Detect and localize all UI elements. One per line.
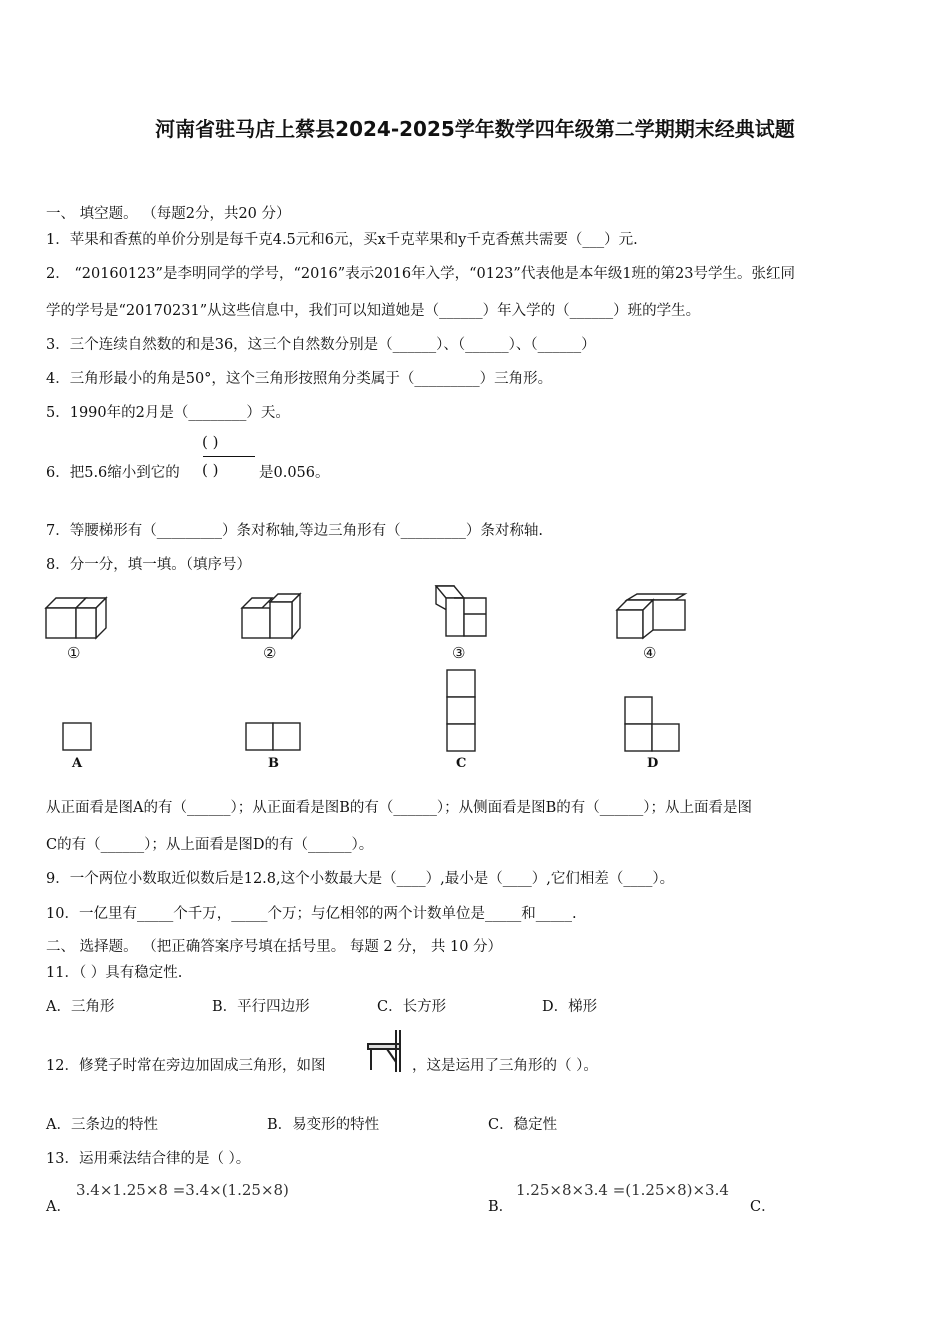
question-8-answer-line-1: 从正面看是图A的有（______）；从正面看是图B的有（______）；从侧面看是图B的有（______）；从上面看是图 [46, 800, 753, 816]
q11-option-d: D．梯形 [542, 999, 598, 1015]
q13-option-a-label: A． [46, 1199, 71, 1215]
cube-figure-4 [615, 592, 691, 644]
question-1: 1．苹果和香蕉的单价分别是每千克4.5元和6元，买x千克苹果和y千克香蕉共需要（___）元. [46, 232, 638, 248]
question-8: 8．分一分，填一填。（填序号） [46, 557, 251, 573]
cube-label-4: ④ [643, 644, 657, 662]
section-heading-multiple-choice: 二、 选择题。 （把正确答案序号填在括号里。 每题 2 分， 共 10 分） [46, 939, 503, 955]
question-12-prefix: 12．修凳子时常在旁边加固成三角形，如图 [46, 1058, 326, 1074]
view-figure-d [624, 696, 682, 753]
q12-option-b: B．易变形的特性 [267, 1117, 380, 1133]
question-10: 10．一亿里有_____个千万，_____个万；与亿相邻的两个计数单位是_____和_____. [46, 906, 577, 922]
question-2-line-2: 学的学号是“20170231”从这些信息中，我们可以知道她是（______）年入学的（______）班的学生。 [46, 303, 701, 319]
question-3: 3．三个连续自然数的和是36，这三个自然数分别是（______）、（______）、（______） [46, 337, 596, 353]
question-8-answer-line-2: C的有（______）；从上面看是图D的有（______）。 [46, 837, 374, 853]
cube-figure-3 [434, 584, 494, 642]
q11-option-a: A．三角形 [46, 999, 115, 1015]
q13-option-b-label: B． [488, 1199, 514, 1215]
view-figure-b [245, 722, 303, 752]
question-5: 5．1990年的2月是（________）天。 [46, 405, 290, 421]
q12-option-c: C．稳定性 [488, 1117, 558, 1133]
page-title: 河南省驻马店上蔡县2024-2025学年数学四年级第二学期期末经典试题 [155, 117, 795, 141]
fraction-numerator: ( ) [202, 433, 219, 451]
q12-option-a: A．三条边的特性 [46, 1117, 158, 1133]
q11-option-c: C．长方形 [377, 999, 447, 1015]
cube-label-1: ① [67, 644, 81, 662]
question-13: 13．运用乘法结合律的是（ ）。 [46, 1151, 251, 1167]
section-heading-fill-blank: 一、 填空题。 （每题2分，共20 分） [46, 206, 291, 222]
view-label-c: C [456, 756, 467, 771]
q13-option-c-label: C． [750, 1199, 776, 1215]
question-12-suffix: ，这是运用了三角形的（ ）。 [412, 1058, 598, 1074]
q13-option-a-expression: 3.4×1.25×8 =3.4×(1.25×8) [76, 1181, 289, 1199]
question-7: 7．等腰梯形有（_________）条对称轴,等边三角形有（_________）条对称轴. [46, 523, 543, 539]
question-6-suffix: 是0.056。 [259, 465, 330, 481]
view-figure-a [62, 722, 94, 752]
question-2-line-1: 2． “20160123”是李明同学的学号，“2016”表示2016年入学，“0123”代表他是本年级1班的第23号学生。张红同 [46, 266, 795, 282]
view-label-a: A [72, 756, 83, 771]
view-label-b: B [268, 756, 279, 771]
cube-label-3: ③ [452, 644, 466, 662]
view-figure-c [446, 669, 478, 753]
stool-icon [366, 1028, 406, 1074]
question-6-prefix: 6．把5.6缩小到它的 [46, 465, 180, 481]
q13-option-b-expression: 1.25×8×3.4 =(1.25×8)×3.4 [516, 1181, 729, 1199]
cube-figure-2 [240, 590, 310, 642]
fraction-denominator: ( ) [202, 461, 219, 479]
q11-option-b: B．平行四边形 [212, 999, 310, 1015]
cube-figure-1 [44, 590, 114, 642]
view-label-d: D [647, 756, 659, 771]
question-9: 9．一个两位小数取近似数后是12.8,这个小数最大是（____）,最小是（____）,它们相差（____）。 [46, 871, 675, 887]
question-11: 11．（ ）具有稳定性. [46, 965, 183, 981]
fraction-bar [203, 456, 255, 457]
cube-label-2: ② [263, 644, 277, 662]
question-4: 4．三角形最小的角是50°，这个三角形按照角分类属于（_________）三角形。 [46, 371, 553, 387]
